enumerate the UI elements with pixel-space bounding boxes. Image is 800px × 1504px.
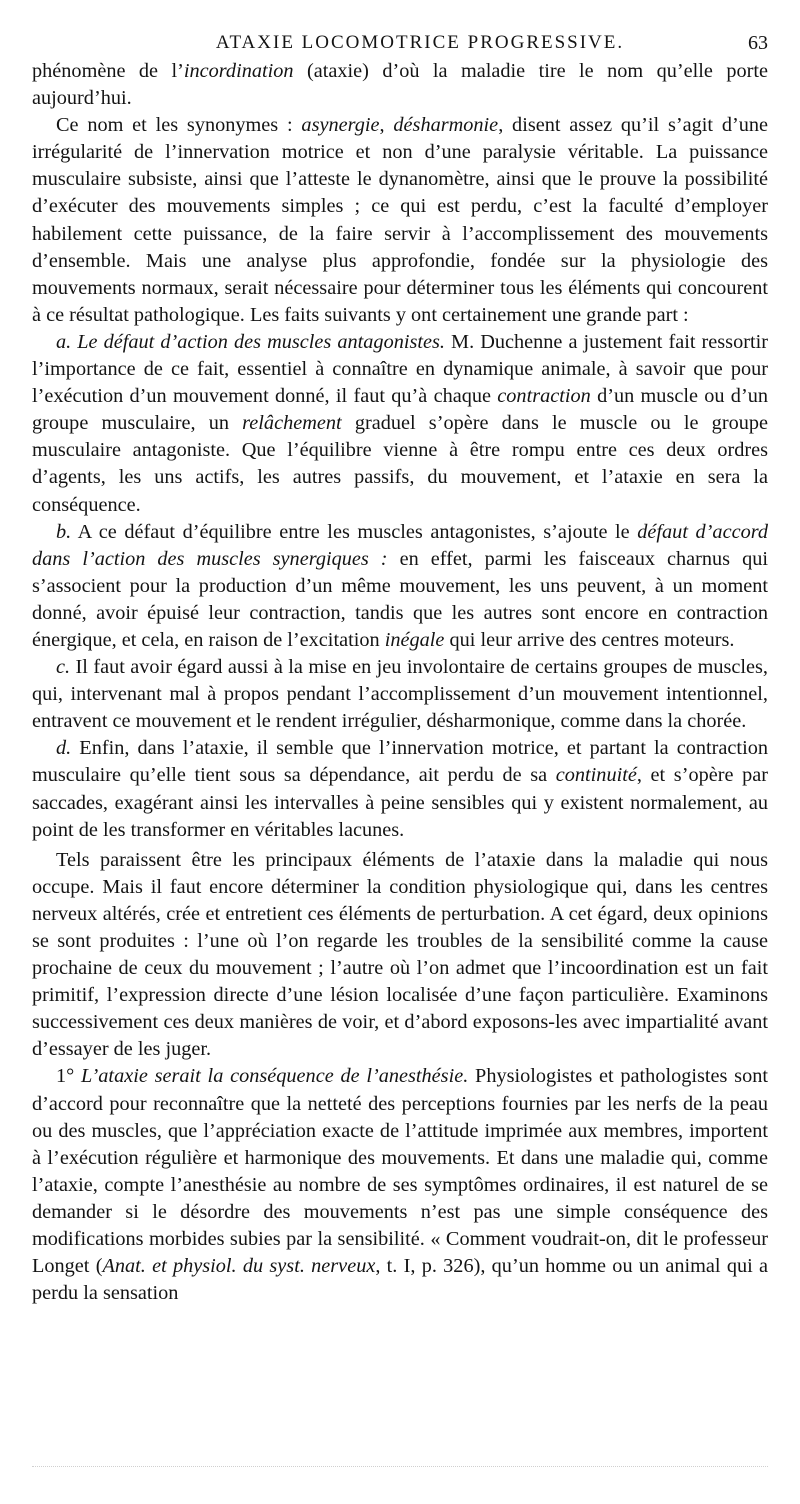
paragraph-incordination	[32, 58, 768, 112]
paragraph-b-synergiques	[32, 519, 768, 654]
paragraph-c-muscles	[32, 654, 768, 735]
text-run: en effet, parmi les faisceaux charnus qui s’associent pour la production d’un même mouvement, les uns peuvent, à un moment donné, avoir épuisé leur contraction, tandis que les autres sont encore en contraction énergique, et cela, en raison de l’excitation	[32, 547, 768, 651]
text-run: 1°	[56, 1065, 82, 1088]
text-run: phénomène de l’	[32, 60, 184, 82]
text-run: Enfin, dans l’ataxie, il semble que l’innervation motrice, et partant la contraction musculaire qu’elle tient sous sa dépendance, ait perdu de sa	[32, 737, 768, 787]
italic-run: d.	[56, 737, 72, 760]
italic-run: défaut d’accord dans l’action des muscles synergiques :	[32, 520, 769, 570]
italic-run: b.	[56, 520, 72, 543]
text-run: M. Duchenne a justement fait ressortir l’importance de ce fait, essentiel à connaître en dynamique animale, à savoir que pour l’exécution d’un mouvement donné, il faut qu’à chaque	[32, 330, 768, 408]
text-run: graduel s’opère dans le muscle ou le groupe musculaire antagoniste. Que l’équilibre vienne à être rompu entre ces deux ordres d’agents, les uns actifs, les autres passifs, du mouvement, et l’ataxie en sera la conséquence.	[32, 412, 768, 516]
body-text	[32, 58, 768, 1307]
page-number: 63	[748, 32, 768, 54]
text-run: qui leur arrive des centres moteurs.	[444, 628, 735, 651]
paragraph-a-antagonistes	[32, 329, 768, 519]
paragraph-elements-ataxie	[32, 847, 768, 1064]
text-run: A ce défaut d’équilibre entre les muscles antagonistes, s’ajoute le	[71, 520, 638, 543]
page-header	[32, 28, 768, 58]
text-run: Il faut avoir égard aussi à la mise en jeu involontaire de certains groupes de muscles, qui, intervenant mal à propos pendant l’accomplissement d’un mouvement intentionnel, entravent ce mouvement et le rendent irrégulier, désharmonique, comme dans la chorée.	[32, 656, 768, 733]
text-run: Ce nom et les synonymes :	[56, 114, 302, 137]
paragraph-synonymes	[32, 112, 768, 329]
paragraph-anesthesie	[32, 1063, 768, 1307]
text-run: , et s’opère par saccades, exagérant ainsi les intervalles à peine sensibles qui y existent normalement, au point de les transformer en véritables lacunes.	[32, 764, 769, 841]
italic-run: Anat. et physiol. du syst. nerveux	[102, 1255, 376, 1278]
italic-run: asynergie	[301, 114, 380, 137]
text-run: Physiologistes et pathologistes sont d’accord pour reconnaître que la netteté des perceptions fournies par les nerfs de la peau ou des muscles, que l’appréciation exacte de l’attitude imprimée aux membres, importent à l’exécution régulière et harmonique des mouvements. Et dans une maladie qui, comme l’ataxie, compte l’anesthésie au nombre de ses symptômes ordinaires, il est naturel de se demander si le désordre des mouvements n’est pas une simple conséquence des modifications morbides subies par la sensibilité. « Comment voudrait-on, dit le professeur Longet (	[32, 1065, 768, 1278]
italic-run: incordination	[183, 60, 294, 82]
italic-run: désharmonie	[393, 114, 499, 137]
italic-run: contraction	[497, 385, 591, 408]
text-run: , disent assez qu’il s’agit d’une irrégularité de l’innervation motrice et non d’une paralysie véritable. La puissance musculaire subsiste, ainsi que l’atteste le dynanomètre, ainsi que le prouve la possibilité d’exécuter des mouvements simples ; ce qui est perdu, c’est la faculté d’employer habilement cette puissance, de la faire servir à l’accomplissement des mouvements d’ensemble. Mais une analyse plus approfondie, fondée sur la physiologie des mouvements normaux, serait nécessaire pour déterminer tous les éléments qui concourent à ce résultat pathologique. Les faits suivants y ont certainement une grande part :	[32, 114, 769, 326]
italic-run: L’ataxie serait la conséquence de l’anesthésie.	[81, 1065, 469, 1088]
text-run: (ataxie) d’où la maladie tire le nom qu’elle porte aujourd’hui.	[32, 60, 769, 110]
text-run: , t. I, p. 326), qu’un homme ou un animal qui a perdu la sensation	[32, 1255, 768, 1305]
italic-run: relâchement	[242, 412, 342, 435]
text-run: d’un muscle ou d’un groupe musculaire, un	[32, 385, 768, 435]
running-title: ATAXIE LOCOMOTRICE PROGRESSIVE.	[215, 32, 625, 53]
italic-run: continuité	[555, 764, 637, 787]
italic-run: a. Le défaut d’action des muscles antagonistes.	[56, 330, 445, 353]
page-bottom-edge	[32, 1466, 768, 1467]
text-run: Tels paraissent être les principaux éléments de l’ataxie dans la maladie qui nous occupe. Mais il faut encore déterminer la condition physiologique qui, dans les centres nerveux altérés, crée et entretient ces éléments de perturbation. A cet égard, deux opinions se sont produites : l’une où l’on regarde les troubles de la sensibilité comme la cause prochaine de ceux du mouvement ; l’autre où l’on admet que l’incoordination est un fait primitif, l’expression directe d’une lésion localisée d’une façon particulière. Examinons successivement ces deux manières de voir, et d’abord exposons-les avec impartialité avant d’essayer de les juger.	[32, 848, 768, 1061]
italic-run: c.	[56, 656, 71, 679]
book-page	[32, 28, 768, 1307]
italic-run: inégale	[384, 628, 445, 651]
paragraph-d-continuite	[32, 735, 768, 843]
text-run: ,	[379, 114, 394, 137]
